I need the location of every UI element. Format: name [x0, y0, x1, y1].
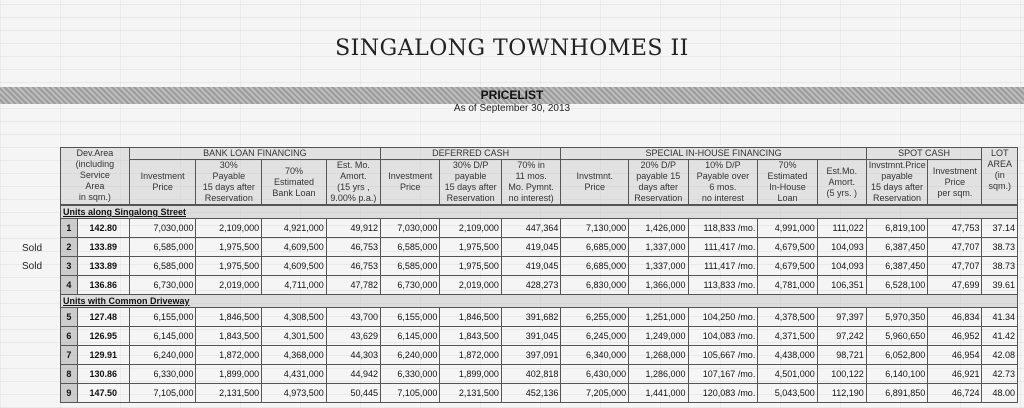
table-cell: 112,190: [817, 384, 866, 403]
group-header-deferred-cash: DEFERRED CASH: [381, 148, 561, 160]
table-cell: 6,685,000: [561, 238, 629, 257]
section-header-row: [61, 295, 1018, 308]
table-cell: 106,351: [817, 276, 866, 295]
table-cell: 37.14: [982, 219, 1018, 238]
table-cell: 7,105,000: [381, 384, 440, 403]
lot-area-header: [982, 148, 1018, 205]
table-cell: 428,273: [501, 276, 560, 295]
table-cell: 4,438,000: [758, 346, 817, 365]
col-header: [262, 160, 327, 205]
table-cell: 4,609,500: [262, 238, 327, 257]
table-cell: 4,368,000: [262, 346, 327, 365]
table-row: [61, 276, 1018, 295]
table-cell: 7,105,000: [129, 384, 196, 403]
table-cell: 1,846,500: [440, 308, 502, 327]
table-cell: 7,030,000: [129, 219, 196, 238]
table-cell: 6,387,450: [866, 238, 928, 257]
section-header-row: [61, 206, 1018, 219]
table-cell: 104,093: [817, 257, 866, 276]
as-of-date: As of September 30, 2013: [453, 103, 571, 114]
table-cell: 41.34: [982, 308, 1018, 327]
table-cell: 5,043,500: [758, 384, 817, 403]
table-cell: 5,970,350: [866, 308, 928, 327]
table-cell: 38.73: [982, 238, 1018, 257]
dev-area-cell: 142.80: [77, 219, 129, 238]
lot-area-header-text: LOT AREA (in sqm.): [987, 148, 1012, 191]
col-header-text: 20% D/P payable 15 days after Reservation: [634, 160, 683, 203]
table-cell: 6,730,000: [129, 276, 196, 295]
table-cell: 44,942: [326, 365, 380, 384]
table-cell: 6,240,000: [129, 346, 196, 365]
col-header: [501, 160, 560, 205]
col-header-text: 30% Payable 15 days after Reservation: [202, 160, 255, 203]
dev-area-cell: 147.50: [77, 384, 129, 403]
table-cell: 104,083 /mo.: [688, 327, 758, 346]
col-header-text: Est.Mo. Amort. (5 yrs. ): [826, 165, 857, 198]
table-cell: 6,730,000: [381, 276, 440, 295]
table-cell: 391,045: [501, 327, 560, 346]
table-cell: 4,679,500: [758, 257, 817, 276]
table-cell: 4,991,000: [758, 219, 817, 238]
unit-number-cell: 2: [61, 238, 78, 257]
table-cell: 4,781,000: [758, 276, 817, 295]
table-cell: 111,022: [817, 219, 866, 238]
table-cell: 6,830,000: [561, 276, 629, 295]
table-cell: 104,250 /mo.: [688, 308, 758, 327]
table-cell: 397,091: [501, 346, 560, 365]
unit-number-cell: 4: [61, 276, 78, 295]
col-header-text: Invstmnt. Price: [576, 171, 613, 192]
table-row: [61, 219, 1018, 238]
table-cell: 447,364: [501, 219, 560, 238]
section-label: Units with Common Driveway: [61, 295, 1018, 308]
table-cell: 47,782: [326, 276, 380, 295]
table-cell: 47,753: [928, 219, 982, 238]
table-row: [61, 346, 1018, 365]
table-row: [61, 257, 1018, 276]
table-cell: 100,122: [817, 365, 866, 384]
table-cell: 419,045: [501, 238, 560, 257]
table-cell: 97,397: [817, 308, 866, 327]
col-header: [758, 160, 817, 205]
table-cell: 46,834: [928, 308, 982, 327]
table-cell: 2,109,000: [196, 219, 262, 238]
table-cell: 1,843,500: [196, 327, 262, 346]
table-cell: 6,528,100: [866, 276, 928, 295]
table-cell: 6,245,000: [561, 327, 629, 346]
table-cell: 4,308,500: [262, 308, 327, 327]
table-cell: 4,921,000: [262, 219, 327, 238]
table-cell: 41.42: [982, 327, 1018, 346]
table-cell: 2,131,500: [196, 384, 262, 403]
col-header: [629, 160, 688, 205]
col-header-text: 10% D/P Payable over 6 mos. no interest: [696, 160, 750, 203]
table-cell: 4,378,500: [758, 308, 817, 327]
table-cell: 1,337,000: [629, 257, 688, 276]
table-cell: 46,952: [928, 327, 982, 346]
table-cell: 97,242: [817, 327, 866, 346]
table-cell: 6,330,000: [381, 365, 440, 384]
table-cell: 452,136: [501, 384, 560, 403]
table-cell: 2,019,000: [196, 276, 262, 295]
table-cell: 48.00: [982, 384, 1018, 403]
unit-number-cell: 6: [61, 327, 78, 346]
table-cell: 38.73: [982, 257, 1018, 276]
table-cell: 2,019,000: [440, 276, 502, 295]
table-cell: 4,501,000: [758, 365, 817, 384]
table-cell: 98,721: [817, 346, 866, 365]
table-cell: 5,960,650: [866, 327, 928, 346]
table-cell: 6,145,000: [381, 327, 440, 346]
table-cell: 6,585,000: [129, 238, 196, 257]
section-label: Units along Singalong Street: [61, 206, 1018, 219]
table-cell: 6,387,450: [866, 257, 928, 276]
table-cell: 47,707: [928, 238, 982, 257]
pricelist-heading: PRICELIST: [480, 88, 544, 102]
header-row-groups: [61, 148, 1018, 160]
col-header: [866, 160, 928, 205]
table-cell: 44,303: [326, 346, 380, 365]
sold-label-unit-1: Sold: [22, 243, 43, 254]
table-cell: 1,872,000: [440, 346, 502, 365]
col-header-text: 70% Estimated In-House Loan: [767, 160, 808, 203]
table-cell: 113,833 /mo.: [688, 276, 758, 295]
col-header-text: Est. Mo. Amort. (15 yrs , 9.00% p.a.): [330, 160, 377, 203]
group-header-in-house: SPECIAL IN-HOUSE FINANCING: [561, 148, 866, 160]
dev-area-cell: 127.48: [77, 308, 129, 327]
dev-area-header-text: Dev.Area (including Service Area in sqm.): [75, 148, 115, 202]
header-row-columns: [61, 160, 1018, 205]
col-header: [196, 160, 262, 205]
table-cell: 6,340,000: [561, 346, 629, 365]
table-cell: 4,711,000: [262, 276, 327, 295]
table-row: [61, 365, 1018, 384]
table-cell: 402,818: [501, 365, 560, 384]
table-cell: 6,891,850: [866, 384, 928, 403]
group-header-bank-loan: BANK LOAN FINANCING: [129, 148, 380, 160]
table-cell: 105,667 /mo.: [688, 346, 758, 365]
table-cell: 6,240,000: [381, 346, 440, 365]
unit-number-cell: 9: [61, 384, 78, 403]
table-cell: 49,912: [326, 219, 380, 238]
dev-area-cell: 126.95: [77, 327, 129, 346]
table-cell: 1,975,500: [440, 238, 502, 257]
unit-number-cell: 5: [61, 308, 78, 327]
table-cell: 1,366,000: [629, 276, 688, 295]
table-cell: 118,833 /mo.: [688, 219, 758, 238]
table-cell: 4,609,500: [262, 257, 327, 276]
group-header-spot-cash: SPOT CASH: [866, 148, 982, 160]
table-cell: 6,255,000: [561, 308, 629, 327]
table-cell: 47,707: [928, 257, 982, 276]
table-cell: 6,330,000: [129, 365, 196, 384]
table-row: [61, 384, 1018, 403]
table-cell: 50,445: [326, 384, 380, 403]
table-cell: 4,679,500: [758, 238, 817, 257]
table-cell: 7,030,000: [381, 219, 440, 238]
table-cell: 1,251,000: [629, 308, 688, 327]
table-cell: 1,286,000: [629, 365, 688, 384]
table-cell: 42.73: [982, 365, 1018, 384]
table-cell: 6,685,000: [561, 257, 629, 276]
dev-area-cell: 130.86: [77, 365, 129, 384]
table-cell: 111,417 /mo.: [688, 257, 758, 276]
dev-area-cell: 133.89: [77, 257, 129, 276]
dev-area-cell: 129.91: [77, 346, 129, 365]
table-cell: 6,585,000: [381, 257, 440, 276]
page-title: SINGALONG TOWNHOMES II: [335, 36, 689, 61]
col-header: [561, 160, 629, 205]
table-cell: 43,700: [326, 308, 380, 327]
table-cell: 1,268,000: [629, 346, 688, 365]
table-cell: 1,872,000: [196, 346, 262, 365]
table-cell: 1,899,000: [196, 365, 262, 384]
unit-number-cell: 3: [61, 257, 78, 276]
dev-area-cell: 136.86: [77, 276, 129, 295]
table-cell: 6,145,000: [129, 327, 196, 346]
dev-area-header: [61, 148, 130, 205]
col-header-text: 70% in 11 mos. Mo. Pymnt. no interest): [508, 160, 554, 203]
table-cell: 6,140,100: [866, 365, 928, 384]
table-cell: 46,753: [326, 238, 380, 257]
table-cell: 111,417 /mo.: [688, 238, 758, 257]
table-cell: 1,337,000: [629, 238, 688, 257]
table-cell: 46,921: [928, 365, 982, 384]
table-cell: 7,130,000: [561, 219, 629, 238]
table-row: [61, 327, 1018, 346]
col-header: [817, 160, 866, 205]
table-cell: 1,975,500: [196, 257, 262, 276]
table-cell: 120,083 /mo.: [688, 384, 758, 403]
table-cell: 1,899,000: [440, 365, 502, 384]
table-cell: 1,975,500: [196, 238, 262, 257]
table-cell: 4,973,500: [262, 384, 327, 403]
table-cell: 6,585,000: [129, 257, 196, 276]
table-cell: 47,699: [928, 276, 982, 295]
table-cell: 2,109,000: [440, 219, 502, 238]
col-header-text: Investment Price per sqm.: [932, 165, 977, 198]
table-cell: 46,753: [326, 257, 380, 276]
col-header: [688, 160, 758, 205]
table-cell: 419,045: [501, 257, 560, 276]
table-cell: 7,205,000: [561, 384, 629, 403]
table-cell: 4,301,500: [262, 327, 327, 346]
table-cell: 6,430,000: [561, 365, 629, 384]
table-cell: 6,819,100: [866, 219, 928, 238]
unit-number-cell: 1: [61, 219, 78, 238]
unit-number-cell: 7: [61, 346, 78, 365]
col-header-text: 70% Estimated Bank Loan: [272, 165, 316, 198]
sold-label-unit-2: Sold: [22, 261, 43, 272]
col-header-text: Investment Price: [388, 171, 433, 192]
table-cell: 2,131,500: [440, 384, 502, 403]
col-header-text: Invstmnt.Price payable 15 days after Reservation: [868, 160, 926, 203]
table-cell: 43,629: [326, 327, 380, 346]
dev-area-cell: 133.89: [77, 238, 129, 257]
table-cell: 1,249,000: [629, 327, 688, 346]
col-header: [129, 160, 196, 205]
table-cell: 1,426,000: [629, 219, 688, 238]
col-header: [381, 160, 440, 205]
table-cell: 6,585,000: [381, 238, 440, 257]
table-cell: 46,724: [928, 384, 982, 403]
pricelist-table: [60, 147, 1018, 403]
table-cell: 42.08: [982, 346, 1018, 365]
table-cell: 391,682: [501, 308, 560, 327]
col-header-text: 30% D/P payable 15 days after Reservation: [444, 160, 497, 203]
table-cell: 46,954: [928, 346, 982, 365]
table-cell: 6,155,000: [381, 308, 440, 327]
table-cell: 107,167 /mo.: [688, 365, 758, 384]
table-cell: 1,441,000: [629, 384, 688, 403]
table-cell: 4,371,500: [758, 327, 817, 346]
table-cell: 1,846,500: [196, 308, 262, 327]
table-cell: 6,155,000: [129, 308, 196, 327]
table-cell: 1,843,500: [440, 327, 502, 346]
col-header-text: Investment Price: [140, 171, 185, 192]
table-row: [61, 308, 1018, 327]
table-cell: 6,052,800: [866, 346, 928, 365]
col-header: [440, 160, 502, 205]
table-row: [61, 238, 1018, 257]
table-cell: 4,431,000: [262, 365, 327, 384]
unit-number-cell: 8: [61, 365, 78, 384]
pricelist-body: [61, 206, 1018, 403]
table-cell: 39.61: [982, 276, 1018, 295]
table-cell: 104,093: [817, 238, 866, 257]
col-header: [928, 160, 982, 205]
col-header: [326, 160, 380, 205]
table-cell: 1,975,500: [440, 257, 502, 276]
